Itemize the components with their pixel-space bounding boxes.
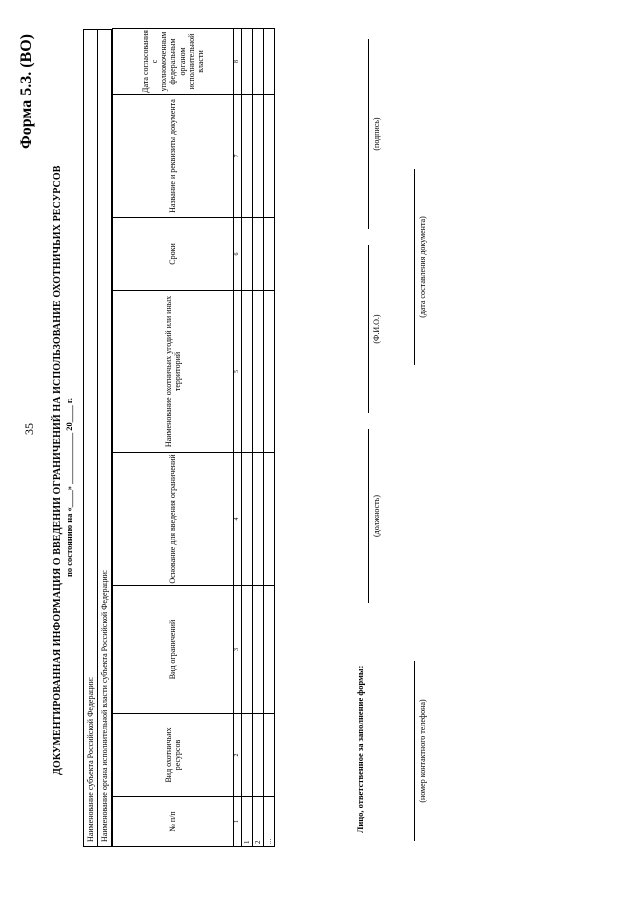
- table-cell: [253, 453, 264, 586]
- date-line: [414, 169, 415, 365]
- date-caption: (дата составления документа): [418, 216, 427, 318]
- table-row: [242, 29, 253, 847]
- table-cell: [264, 291, 275, 453]
- column-number: 6: [234, 218, 242, 291]
- table-cell: [253, 714, 264, 797]
- restrictions-table: [112, 28, 275, 847]
- table-cell: [242, 586, 253, 714]
- column-number: 5: [234, 291, 242, 453]
- responsible-person-label: Лицо, ответственное за заполнение формы:: [355, 665, 365, 833]
- column-number-row: [234, 29, 242, 847]
- table-cell: [264, 218, 275, 291]
- table-cell: [264, 714, 275, 797]
- column-header: Сроки: [113, 218, 234, 291]
- column-number: 8: [234, 29, 242, 95]
- position-line: [368, 429, 369, 603]
- column-number: 3: [234, 586, 242, 714]
- table-cell: [242, 29, 253, 95]
- page-number: 35: [22, 423, 36, 435]
- as-of-date-line: по состоянию на «____» ____________ 20____ г.: [64, 398, 74, 577]
- table-row: [253, 29, 264, 847]
- name-caption: (Ф.И.О.): [372, 314, 381, 344]
- table-cell: [253, 29, 264, 95]
- position-caption: (должность): [372, 495, 381, 537]
- table-cell: [253, 586, 264, 714]
- table-cell: [264, 29, 275, 95]
- document-title: ДОКУМЕНТИРОВАННАЯ ИНФОРМАЦИЯ О ВВЕДЕНИИ ОГРАНИЧЕНИЙ НА ИСПОЛЬЗОВАНИЕ ОХОТНИЧЬИХ РЕСУРСОВ: [52, 165, 63, 775]
- table-cell: [242, 95, 253, 218]
- table-cell: [242, 218, 253, 291]
- column-number: 2: [234, 714, 242, 797]
- row-number: 2: [253, 797, 264, 847]
- table-cell: [253, 218, 264, 291]
- row-number: 1: [242, 797, 253, 847]
- table-cell: [264, 95, 275, 218]
- column-number: 4: [234, 453, 242, 586]
- table-cell: [253, 291, 264, 453]
- column-number: 7: [234, 95, 242, 218]
- column-header: Дата согласования с уполномоченным федеральным органом исполнительной власти: [113, 29, 234, 95]
- table-cell: [253, 95, 264, 218]
- table-cell: [264, 453, 275, 586]
- row-number: ...: [264, 797, 275, 847]
- phone-caption: (номер контактного телефона): [418, 699, 427, 803]
- column-header: Наименование охотничьих угодий или иных территорий: [113, 291, 234, 453]
- signature-caption: (подпись): [372, 117, 381, 151]
- column-header: Вид ограничений: [113, 586, 234, 714]
- column-header: № п/п: [113, 797, 234, 847]
- table-cell: [242, 453, 253, 586]
- column-header: Название и реквизиты документа: [113, 95, 234, 218]
- column-header: Основание для введения ограничений: [113, 453, 234, 586]
- phone-line: [414, 661, 415, 841]
- name-line: [368, 245, 369, 413]
- subject-name-field: Наименование субъекта Российской Федерации:: [86, 676, 95, 842]
- table-header-row: [113, 29, 234, 847]
- table-cell: [242, 291, 253, 453]
- table-cell: [264, 586, 275, 714]
- column-number: 1: [234, 797, 242, 847]
- authority-name-field: Наименование органа исполнительной власти субъекта Российской Федерации:: [97, 30, 111, 846]
- column-header: Вид охотничьих ресурсов: [113, 714, 234, 797]
- table-row: [264, 29, 275, 847]
- table-cell: [242, 714, 253, 797]
- signature-line: [368, 39, 369, 229]
- header-fields-box: [83, 29, 112, 847]
- form-code: Форма 5.3. (ВО): [18, 34, 35, 149]
